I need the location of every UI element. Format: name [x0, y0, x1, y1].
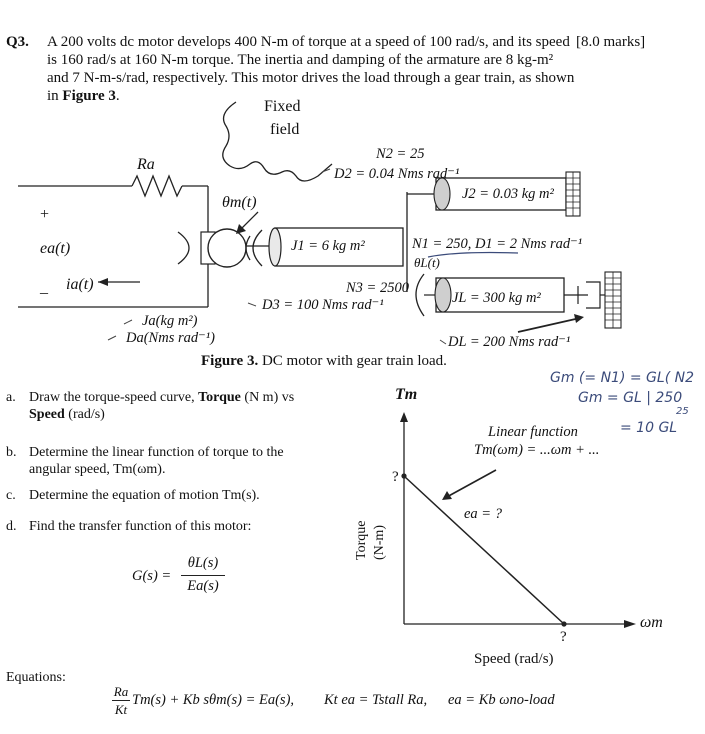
transfer-numerator: θL(s) [187, 555, 219, 571]
equations-label: Equations: [6, 670, 66, 685]
part-a-letter: a. [6, 390, 16, 405]
part-d-line-1: Find the transfer function of this motor: [29, 519, 252, 534]
transfer-fraction-bar [181, 575, 225, 576]
question-marks: [8.0 marks] [576, 34, 646, 50]
y-intercept-label: ? [392, 469, 399, 485]
transfer-lhs: G(s) = [132, 568, 172, 584]
speed-axis-label: Speed (rad/s) [474, 651, 554, 667]
minus-terminal: _ [40, 279, 48, 296]
theta-m-label: θm(t) [222, 194, 257, 211]
part-a-speed-units: (rad/s) [64, 407, 105, 422]
question-line-2: is 160 rad/s at 160 N-m torque. The inertia and damping of the armature are 8 kg-m² [47, 52, 554, 68]
part-b-letter: b. [6, 445, 17, 460]
equation-3: ea = Kb ωno-load [448, 692, 555, 708]
question-line-4-suffix: . [115, 88, 120, 104]
part-c-line-1: Determine the equation of motion Tm(s). [29, 488, 260, 503]
equation-1: Tm(s) + Kb sθm(s) = Ea(s), [132, 692, 295, 708]
handwritten-note-3: = 10 GL [620, 420, 678, 436]
torque-axis-units: (N-m) [372, 525, 387, 560]
d3-label: D3 = 100 Nms rad⁻¹ [262, 297, 384, 313]
figure-caption-label: Figure 3. [201, 353, 259, 369]
j2-label: J2 = 0.03 kg m² [462, 186, 554, 202]
x-intercept-label: ? [560, 629, 567, 645]
figure-reference: Figure 3 [62, 88, 116, 104]
da-label: Da(Nms rad⁻¹) [126, 330, 215, 346]
armature-resistor [132, 176, 182, 196]
ia-label: ia(t) [66, 276, 94, 293]
field-label: field [270, 121, 300, 138]
torque-axis-label: Torque [354, 520, 369, 560]
eq1-fraction-denominator: Kt [114, 702, 128, 717]
handwritten-note-2b: 25 [676, 406, 689, 417]
eq1-fraction-numerator: Ra [113, 684, 129, 699]
part-a-torque: Torque [198, 390, 241, 405]
linear-function-equation: Tm(ωm) = ...ωm + ... [474, 442, 600, 458]
ra-label: Ra [137, 156, 155, 173]
d2-label: D2 = 0.04 Nms rad⁻¹ [334, 166, 460, 182]
stall-torque-point [401, 473, 406, 478]
handwritten-note-1: Gm (= N1) = GL( N2 [550, 370, 694, 386]
question-line-4-prefix: in [47, 88, 59, 104]
figure-caption [201, 352, 447, 371]
part-a-line-1 [29, 390, 294, 406]
torque-speed-graph [350, 380, 670, 650]
transfer-denominator: Ea(s) [187, 578, 219, 594]
part-d-letter: d. [6, 519, 17, 534]
n1-d1-label-text: N1 = 250, D1 = 2 Nms rad⁻¹ [412, 236, 583, 252]
ea-graph-label: ea = ? [464, 506, 502, 522]
tm-axis-title: Tm [395, 386, 418, 403]
j1-label: J1 = 6 kg m² [291, 238, 365, 254]
motor-gear-diagram [0, 92, 705, 362]
question-line-3: and 7 N-m-s/rad, respectively. This motor drives the load through a gear train, as shown [47, 70, 575, 86]
handwritten-note-2: Gm = GL | 250 [578, 390, 683, 406]
question-line-1: A 200 volts dc motor develops 400 N-m of torque at a speed of 100 rad/s, and its speed [47, 34, 570, 50]
motor-armature [208, 229, 246, 267]
n2-label: N2 = 25 [376, 146, 425, 162]
part-b-line-2: angular speed, Tm(ωm). [29, 462, 166, 477]
ea-label: ea(t) [40, 240, 71, 257]
equation-2: Kt ea = Tstall Ra, [324, 692, 428, 708]
wm-axis-title: ωm [640, 614, 663, 631]
jl-label: JL = 300 kg m² [452, 290, 541, 306]
no-load-speed-point [561, 621, 566, 626]
part-b-line-1: Determine the linear function of torque to the [29, 445, 284, 460]
torque-speed-line [404, 476, 564, 624]
linear-function-title: Linear function [488, 424, 578, 440]
plus-terminal: + [40, 206, 50, 223]
n3-label: N3 = 2500 [346, 280, 409, 296]
theta-l-label: θL(t) [414, 255, 440, 270]
eq1-fraction-bar [112, 700, 130, 701]
ja-label: Ja(kg m²) [142, 313, 198, 329]
part-a-speed: Speed [29, 407, 65, 422]
question-number: Q3. [6, 34, 29, 50]
fixed-label: Fixed [264, 98, 301, 115]
part-c-letter: c. [6, 488, 16, 503]
part-a-text-1: Draw the torque-speed curve, [29, 390, 199, 405]
dl-label: DL = 200 Nms rad⁻¹ [448, 334, 571, 350]
part-a-line-2 [29, 407, 105, 423]
part-a-units: (N m) vs [240, 390, 295, 405]
figure-caption-text: DC motor with gear train load. [258, 353, 447, 369]
